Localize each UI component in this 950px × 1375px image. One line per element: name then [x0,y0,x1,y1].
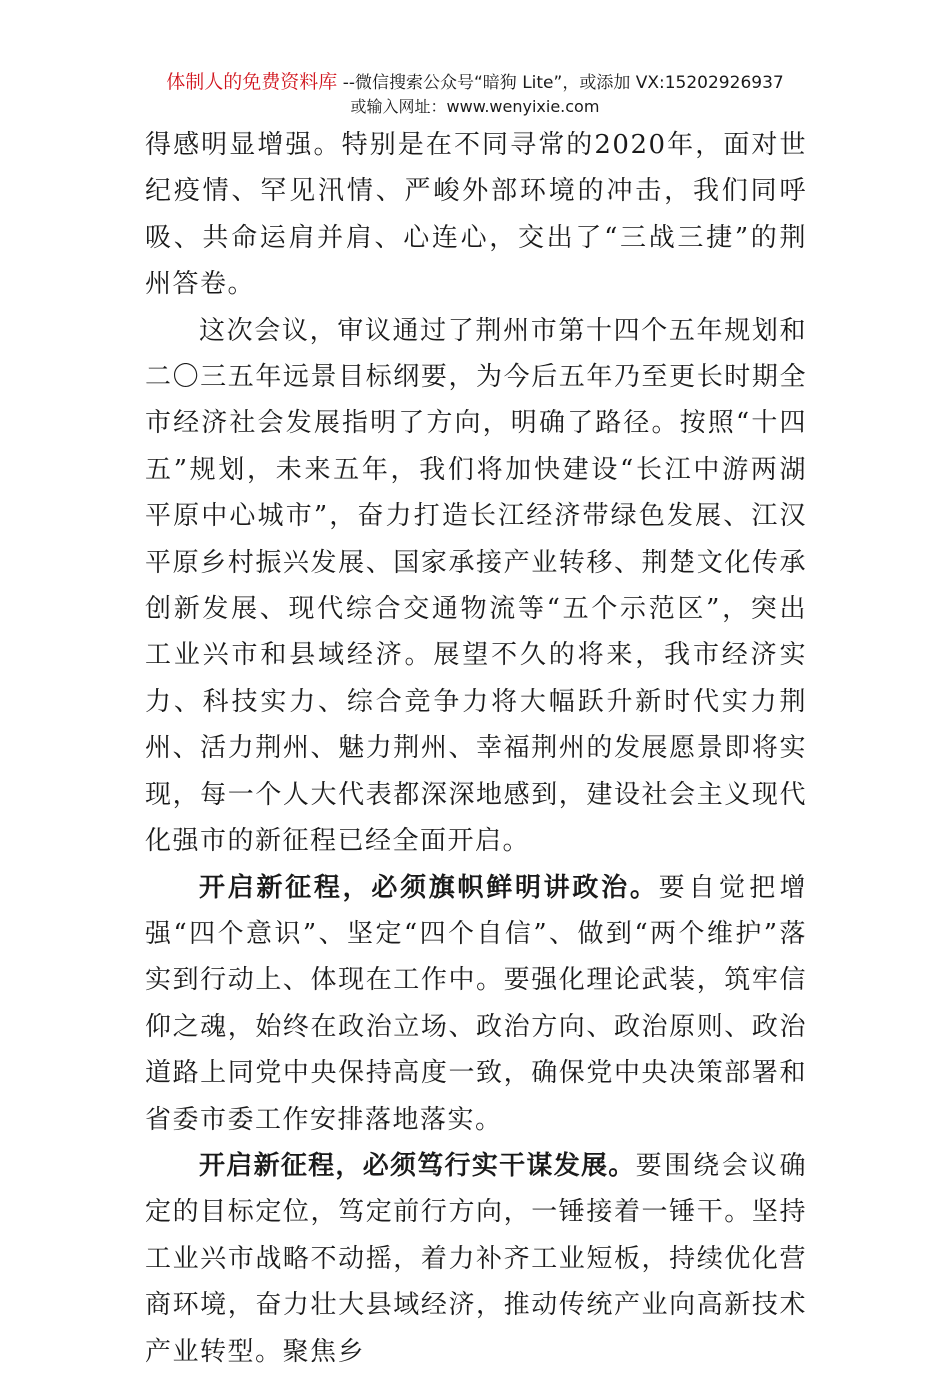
paragraph-2 [145,308,807,865]
brand-name: 体制人的免费资料库 [166,71,338,93]
paragraph-1 [145,122,807,308]
paragraph-1-text: 得感明显增强。特别是在不同寻常的2020年，面对世纪疫情、罕见汛情、严峻外部环境的冲击，我们同呼吸、共命运肩并肩、心连心，交出了“三战三捷”的荆州答卷。 [145,130,807,300]
watermark-header [0,70,950,119]
header-line-1 [0,70,950,95]
header-website-text: 或输入网址：www.wenyixie.com [350,97,600,116]
paragraph-3-heading: 开启新征程，必须旗帜鲜明讲政治。 [199,872,659,903]
paragraph-4-heading: 开启新征程，必须笃行实干谋发展。 [199,1150,636,1181]
paragraph-3 [145,865,807,1143]
paragraph-2-text: 这次会议，审议通过了荆州市第十四个五年规划和二〇三五年远景目标纲要，为今后五年乃至更长时期全市经济社会发展指明了方向，明确了路径。按照“十四五”规划，未来五年，我们将加快建设“长江中游两湖平原中心城市”，奋力打造长江经济带绿色发展、江汉平原乡村振兴发展、国家承接产业转移、荆楚文化传承创新发展、现代综合交通物流等“五个示范区”，突出工业兴市和县域经济。展望不久的将来，我市经济实力、科技实力、综合竞争力将大幅跃升新时代实力荆州、活力荆州、魅力荆州、幸福荆州的发展愿景即将实现，每一个人大代表都深深地感到，建设社会主义现代化强市的新征程已经全面开启。 [145,315,807,857]
paragraph-4 [145,1143,807,1375]
document-body [145,122,807,1375]
header-contact-text: --微信搜索公众号“暗狗 Lite”，或添加 VX:15202926937 [337,73,784,93]
paragraph-3-text: 要自觉把增强“四个意识”、坚定“四个自信”、做到“两个维护”落实到行动上、体现在工作中。要强化理论武装，筑牢信仰之魂，始终在政治立场、政治方向、政治原则、政治道路上同党中央保持高度一致，确保党中央决策部署和省委市委工作安排落地落实。 [145,872,807,1135]
paragraph-4-text: 要围绕会议确定的目标定位，笃定前行方向，一锤接着一锤干。坚持工业兴市战略不动摇，着力补齐工业短板，持续优化营商环境，奋力壮大县域经济，推动传统产业向高新技术产业转型。聚焦乡 [145,1150,807,1367]
